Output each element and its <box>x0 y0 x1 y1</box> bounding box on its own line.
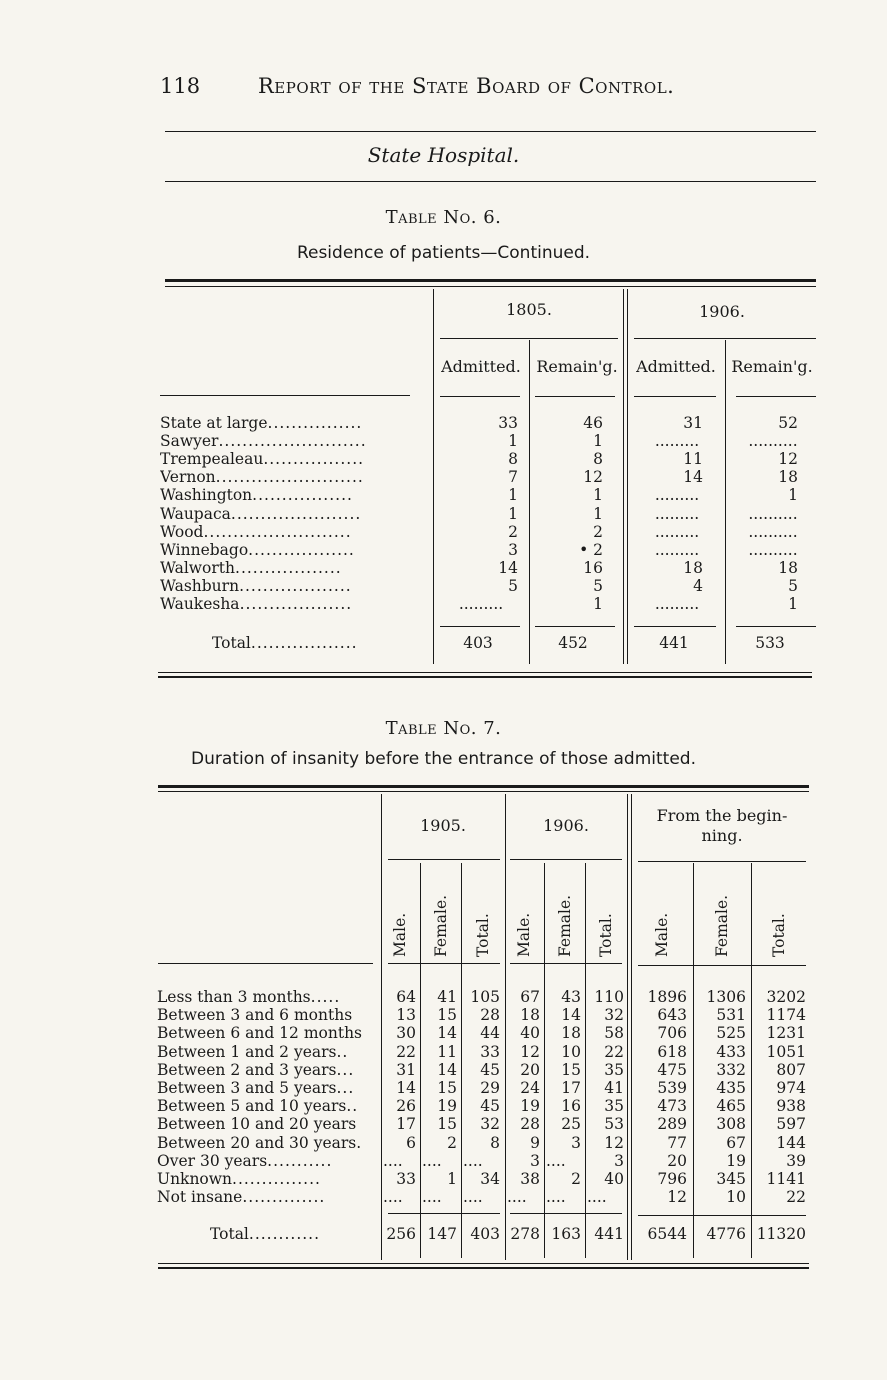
table7-cell: 17 <box>396 1115 416 1134</box>
table6-sum-rule <box>535 626 615 627</box>
leader-dots: .................. <box>250 634 358 652</box>
table6-top-rule-thin <box>165 286 816 287</box>
table7-cell: 475 <box>657 1060 687 1079</box>
leader-dots: ........... <box>267 1151 333 1170</box>
table7-cell: .... <box>546 1188 566 1207</box>
table7-group-rule <box>388 859 500 860</box>
table7-total-cell: 403 <box>470 1225 500 1243</box>
table7-cell: 33 <box>480 1042 500 1061</box>
row-name: Wood <box>160 522 204 541</box>
table6-sum-rule <box>736 626 816 627</box>
rule-top <box>165 131 816 132</box>
table6-row-label <box>160 541 430 559</box>
table6-total-cell: 533 <box>755 634 785 652</box>
table6-cell: 1 <box>593 432 603 451</box>
table7-cell: 13 <box>396 1006 416 1025</box>
table7-cell: 28 <box>480 1006 500 1025</box>
table6-row-label <box>160 432 430 450</box>
table7-total-cell: 6544 <box>647 1225 687 1243</box>
leader-dots: ... <box>336 1060 355 1079</box>
table7-row-label <box>157 1079 377 1097</box>
rule-under-title <box>165 181 816 182</box>
table7-cell: 67 <box>520 988 540 1006</box>
leader-dots: ................. <box>252 486 353 505</box>
table6-cell: .......... <box>748 540 798 559</box>
table7-cell: 19 <box>726 1151 746 1170</box>
table7-head-rule <box>388 963 500 964</box>
table7-sum-rule <box>510 1213 622 1214</box>
table7-caption: Duration of insanity before the entrance of those admitted. <box>191 749 696 769</box>
table7-cell: 3 <box>571 1133 581 1152</box>
table7-cell: 19 <box>520 1097 540 1116</box>
table7-cell: 45 <box>480 1060 500 1079</box>
table6-cell: 12 <box>778 450 798 469</box>
table7-cell: 18 <box>561 1024 581 1043</box>
table7-cell: 938 <box>776 1097 806 1116</box>
table6-bottom-rule-thick <box>158 676 812 678</box>
table7-cell: 15 <box>561 1060 581 1079</box>
table7-cell: 14 <box>561 1006 581 1025</box>
table7-total-cell: 278 <box>510 1225 540 1243</box>
table6-cell: 1 <box>593 595 603 613</box>
row-name: Waukesha <box>160 595 240 613</box>
table6-cell: ......... <box>654 595 700 613</box>
table7-cell: 16 <box>561 1097 581 1116</box>
table7-cell: 45 <box>480 1097 500 1116</box>
table6-group-rule <box>634 338 816 339</box>
table7-cell: 43 <box>561 988 581 1006</box>
table7-cell: 31 <box>396 1060 416 1079</box>
table7-top-rule <box>158 785 809 788</box>
table6-head-rule <box>634 396 716 397</box>
table6-total-cell: 452 <box>558 634 588 652</box>
table6-cell: 46 <box>583 414 603 432</box>
table7-cell: 539 <box>657 1079 687 1097</box>
table6-total-cell: 403 <box>463 634 493 652</box>
table6-col-remaining-1906: Remain'g. <box>731 357 813 376</box>
table6-cell: 18 <box>778 468 798 487</box>
table7-subheader: Male. <box>515 912 533 957</box>
row-name: Washburn <box>160 576 240 595</box>
table7-row-label <box>157 1097 377 1115</box>
table7-group-from-beginning: From the begin- ning. <box>656 806 788 845</box>
table7-cell: 67 <box>726 1133 746 1152</box>
row-name: Unknown <box>157 1170 233 1188</box>
row-name: Between 5 and 10 years <box>157 1097 347 1116</box>
table6-head-rule <box>440 396 520 397</box>
table6-cell: 5 <box>508 576 518 595</box>
table7-cell: 58 <box>604 1024 624 1043</box>
table6-row-label <box>160 468 430 486</box>
row-name: Over 30 years <box>157 1151 268 1170</box>
table6-row-label <box>160 414 430 432</box>
table6-cell: 1 <box>508 432 518 451</box>
row-name: Between 6 and 12 months <box>157 1024 363 1043</box>
leader-dots: .................. <box>235 558 342 577</box>
table7-cell: 24 <box>520 1079 540 1097</box>
leader-dots: ......................... <box>203 522 352 541</box>
row-name: Trempealeau <box>160 450 264 469</box>
table6-year-1805: 1805. <box>506 300 552 319</box>
leader-dots: ............... <box>232 1170 321 1188</box>
table7-cell: 144 <box>776 1133 806 1152</box>
table7-cell: 28 <box>520 1115 540 1134</box>
table6-cell: • 2 <box>579 540 603 559</box>
table7-cell: .... <box>587 1188 607 1207</box>
leader-dots: ...................... <box>230 504 362 523</box>
table6-cell: 18 <box>778 558 798 577</box>
leader-dots: ................... <box>239 595 353 613</box>
table6-cell: 11 <box>683 450 703 469</box>
table7-subheader: Female. <box>432 894 450 957</box>
table6-label: Table No. 6. <box>385 207 502 228</box>
table7-group-rule <box>638 861 806 862</box>
table7-cell: 1051 <box>766 1042 806 1061</box>
table7-cell: 1231 <box>766 1024 806 1043</box>
table6-row-label <box>160 486 430 504</box>
running-head: Report of the State Board of Control. <box>258 74 675 98</box>
leader-dots: ................. <box>263 450 365 469</box>
table6-cell: ......... <box>654 522 700 541</box>
leader-dots: ... <box>336 1079 355 1097</box>
table7-row-label <box>157 1170 377 1188</box>
table7-subheader: Total. <box>474 913 492 957</box>
table7-cell: 1306 <box>706 988 746 1006</box>
table6-caption: Residence of patients—Continued. <box>296 243 591 263</box>
table6-col-admitted-1906: Admitted. <box>636 357 716 376</box>
table7-subheader: Male. <box>391 912 409 957</box>
table7-cell: 706 <box>657 1024 687 1043</box>
table6-cell: 7 <box>508 468 518 487</box>
table7-cell: 308 <box>716 1115 746 1134</box>
leader-dots: .. <box>336 1042 349 1061</box>
table7-cell: 473 <box>657 1097 687 1116</box>
table7-cell: 32 <box>604 1006 624 1025</box>
table7-cell: 14 <box>437 1060 457 1079</box>
table6-row-label <box>160 577 430 595</box>
table7-total-label <box>210 1225 378 1243</box>
table7-cell: 8 <box>490 1133 500 1152</box>
table7-cell: 20 <box>667 1151 687 1170</box>
table7-cell: 40 <box>520 1024 540 1043</box>
row-name: Winnebago <box>160 540 249 559</box>
table6-cell: 1 <box>788 595 798 613</box>
section-title: State Hospital. <box>367 143 520 167</box>
row-name: Total <box>212 634 251 652</box>
table6-sum-rule <box>634 626 716 627</box>
table6-cell: 1 <box>508 504 518 523</box>
row-name: Waupaca <box>160 504 231 523</box>
table7-cell: 9 <box>530 1133 540 1152</box>
table7-subheader: Female. <box>713 894 731 957</box>
table7-cell: 22 <box>396 1042 416 1061</box>
table7-cell: 465 <box>716 1097 746 1116</box>
table6-cell: 5 <box>788 576 798 595</box>
table7-cell: 289 <box>657 1115 687 1134</box>
row-name: Between 3 and 6 months <box>157 1006 353 1025</box>
table6-cell: 14 <box>683 468 703 487</box>
table6-cell: 8 <box>593 450 603 469</box>
table7-total-cell: 4776 <box>706 1225 746 1243</box>
table7-cell: 435 <box>716 1079 746 1097</box>
table6-vrule <box>623 289 624 664</box>
leader-dots: .. <box>346 1097 359 1116</box>
table7-cell: 14 <box>437 1024 457 1043</box>
table7-cell: 12 <box>604 1133 624 1152</box>
table6-cell: 3 <box>508 540 518 559</box>
leader-dots: ............ <box>248 1225 321 1243</box>
table6-row-label <box>160 505 430 523</box>
table6-vrule <box>627 289 628 664</box>
table7-cell: 12 <box>667 1188 687 1207</box>
table6-col-remaining-1905: Remain'g. <box>536 357 618 376</box>
table7-bottom-rule-thick <box>158 1267 809 1269</box>
table7-row-label <box>157 988 377 1006</box>
table7-cell: 597 <box>776 1115 806 1134</box>
table6-group-rule <box>440 338 618 339</box>
table7-row-label <box>157 1152 377 1170</box>
table6-cell: 16 <box>583 558 603 577</box>
table7-total-cell: 147 <box>427 1225 457 1243</box>
table6-vrule <box>725 340 726 664</box>
table7-sum-rule <box>388 1213 500 1214</box>
table7-subheader: Total. <box>770 913 788 957</box>
table6-total-cell: 441 <box>659 634 689 652</box>
table7-cell: 10 <box>726 1188 746 1207</box>
table7-cell: 22 <box>786 1188 806 1207</box>
page-number: 118 <box>160 74 201 98</box>
table6-stub-rule <box>160 395 410 396</box>
table7-row-label <box>157 1061 377 1079</box>
row-name: Between 2 and 3 years <box>157 1060 337 1079</box>
table7-cell: 25 <box>561 1115 581 1134</box>
leader-dots: .............. <box>242 1188 326 1207</box>
table7-cell: .... <box>383 1151 403 1170</box>
table6-col-admitted-1905: Admitted. <box>441 357 521 376</box>
table7-cell: 796 <box>657 1170 687 1188</box>
table7-cell: 105 <box>470 988 500 1006</box>
table7-cell: 618 <box>657 1042 687 1061</box>
table6-cell: 8 <box>508 450 518 469</box>
table6-head-rule <box>736 396 816 397</box>
leader-dots: ................... <box>239 576 352 595</box>
table7-cell: 1174 <box>766 1006 806 1025</box>
table7-top-rule-thin <box>158 791 809 792</box>
table6-bottom-rule <box>158 672 812 673</box>
table6-vrule <box>529 340 530 664</box>
table7-cell: 531 <box>716 1006 746 1025</box>
table7-group-1906: 1906. <box>543 816 589 835</box>
table7-cell: 6 <box>406 1133 416 1152</box>
table7-cell: 2 <box>571 1170 581 1188</box>
table7-cell: 974 <box>776 1079 806 1097</box>
table6-vrule <box>433 289 434 664</box>
leader-dots: .................. <box>248 540 355 559</box>
table6-year-1906: 1906. <box>699 302 745 321</box>
table7-row-label <box>157 1043 377 1061</box>
row-name: Less than 3 months <box>157 988 311 1006</box>
table7-cell: 1141 <box>766 1170 806 1188</box>
table7-cell: 41 <box>437 988 457 1006</box>
table7-stub-rule <box>158 963 373 964</box>
table7-cell: 525 <box>716 1024 746 1043</box>
table7-cell: 345 <box>716 1170 746 1188</box>
row-name: Vernon <box>160 468 216 487</box>
table7-cell: 26 <box>396 1097 416 1116</box>
table7-cell: .... <box>546 1151 566 1170</box>
table6-row-label <box>160 450 430 468</box>
table7-cell: 332 <box>716 1060 746 1079</box>
table7-cell: 3202 <box>766 988 806 1006</box>
table7-cell: 32 <box>480 1115 500 1134</box>
table7-cell: 44 <box>480 1024 500 1043</box>
table7-bottom-rule <box>158 1263 809 1264</box>
table6-cell: 18 <box>683 558 703 577</box>
table6-cell: 12 <box>583 468 603 487</box>
row-name: Total <box>210 1225 249 1243</box>
table7-cell: 53 <box>604 1115 624 1134</box>
table7-cell: 35 <box>604 1097 624 1116</box>
table7-cell: 19 <box>437 1097 457 1116</box>
table7-cell: 14 <box>396 1079 416 1097</box>
table7-cell: 11 <box>437 1042 457 1061</box>
table7-subheader: Total. <box>597 913 615 957</box>
table7-vrule <box>627 794 628 1260</box>
table6-cell: .......... <box>748 522 798 541</box>
leader-dots: ......................... <box>215 468 364 487</box>
leader-dots: ..... <box>310 988 341 1006</box>
table7-cell: 17 <box>561 1079 581 1097</box>
table6-cell: .......... <box>748 504 798 523</box>
table6-cell: 2 <box>593 522 603 541</box>
table7-row-label <box>157 1188 377 1206</box>
table7-cell: .... <box>383 1188 403 1207</box>
table6-cell: 2 <box>508 522 518 541</box>
table7-subheader: Male. <box>653 912 671 957</box>
table7-cell: 807 <box>776 1060 806 1079</box>
table6-cell: 31 <box>683 414 703 432</box>
table7-group-1905: 1905. <box>420 816 466 835</box>
table7-cell: 10 <box>561 1042 581 1061</box>
table6-cell: 1 <box>593 486 603 505</box>
table6-cell: ......... <box>654 486 700 505</box>
table6-cell: 4 <box>693 576 703 595</box>
table6-row-label <box>160 559 430 577</box>
row-name: Sawyer <box>160 432 219 451</box>
table7-cell: 15 <box>437 1006 457 1025</box>
table7-head-rule <box>510 963 622 964</box>
table7-cell: 1 <box>447 1170 457 1188</box>
table7-row-label <box>157 1115 377 1133</box>
table6-cell: 14 <box>498 558 518 577</box>
table7-cell: 29 <box>480 1079 500 1097</box>
row-name: State at large <box>160 414 268 432</box>
table7-cell: 64 <box>396 988 416 1006</box>
table7-label: Table No. 7. <box>385 718 502 739</box>
table7-row-label <box>157 1024 377 1042</box>
table7-total-cell: 11320 <box>756 1225 806 1243</box>
row-name: Washington <box>160 486 253 505</box>
table7-head-rule <box>638 965 806 966</box>
table7-cell: .... <box>463 1151 483 1170</box>
table7-cell: 38 <box>520 1170 540 1188</box>
table7-cell: 433 <box>716 1042 746 1061</box>
table7-cell: 3 <box>614 1151 624 1170</box>
leader-dots: ................ <box>267 414 363 432</box>
table6-row-label <box>160 595 430 613</box>
row-name: Between 20 and 30 years. <box>157 1133 362 1152</box>
table7-cell: .... <box>507 1188 527 1207</box>
table6-cell: 33 <box>498 414 518 432</box>
table7-row-label <box>157 1006 377 1024</box>
table6-row-label <box>160 523 430 541</box>
table7-cell: 3 <box>530 1151 540 1170</box>
table6-cell: 1 <box>788 486 798 505</box>
row-name: Not insane <box>157 1188 243 1207</box>
table6-cell: ......... <box>458 595 504 613</box>
leader-dots: ......................... <box>218 432 367 451</box>
table6-cell: ......... <box>654 540 700 559</box>
row-name: Between 10 and 20 years <box>157 1115 357 1134</box>
table7-cell: 77 <box>667 1133 687 1152</box>
table7-cell: 2 <box>447 1133 457 1152</box>
table6-total-label <box>212 634 430 652</box>
table7-cell: 20 <box>520 1060 540 1079</box>
table7-cell: 12 <box>520 1042 540 1061</box>
table6-cell: 5 <box>593 576 603 595</box>
table7-cell: 33 <box>396 1170 416 1188</box>
table7-cell: 643 <box>657 1006 687 1025</box>
table7-total-cell: 256 <box>386 1225 416 1243</box>
row-name: Between 3 and 5 years <box>157 1079 337 1097</box>
table6-cell: 1 <box>508 486 518 505</box>
table6-cell: 1 <box>593 504 603 523</box>
table7-sum-rule <box>638 1215 806 1216</box>
table7-cell: .... <box>422 1151 442 1170</box>
table6-head-rule <box>535 396 615 397</box>
table7-cell: 40 <box>604 1170 624 1188</box>
table7-cell: .... <box>463 1188 483 1207</box>
table6-top-rule <box>165 279 816 282</box>
table7-cell: 15 <box>437 1079 457 1097</box>
table7-cell: 1896 <box>647 988 687 1006</box>
table7-subheader: Female. <box>556 894 574 957</box>
table6-sum-rule <box>440 626 520 627</box>
table7-cell: 39 <box>786 1151 806 1170</box>
table7-total-cell: 441 <box>594 1225 624 1243</box>
table6-cell: .......... <box>748 432 798 451</box>
table6-cell: ......... <box>654 432 700 451</box>
table7-cell: 110 <box>594 988 624 1006</box>
table7-cell: 15 <box>437 1115 457 1134</box>
table7-cell: 35 <box>604 1060 624 1079</box>
table7-cell: 34 <box>480 1170 500 1188</box>
table7-total-cell: 163 <box>551 1225 581 1243</box>
table6-cell: ......... <box>654 504 700 523</box>
table7-cell: 18 <box>520 1006 540 1025</box>
row-name: Between 1 and 2 years <box>157 1042 337 1061</box>
table7-cell: .... <box>422 1188 442 1207</box>
table7-cell: 22 <box>604 1042 624 1061</box>
table7-row-label <box>157 1134 377 1152</box>
table7-group-rule <box>510 859 622 860</box>
table6-cell: 52 <box>778 414 798 432</box>
table7-cell: 41 <box>604 1079 624 1097</box>
row-name: Walworth <box>160 558 236 577</box>
table7-cell: 30 <box>396 1024 416 1043</box>
